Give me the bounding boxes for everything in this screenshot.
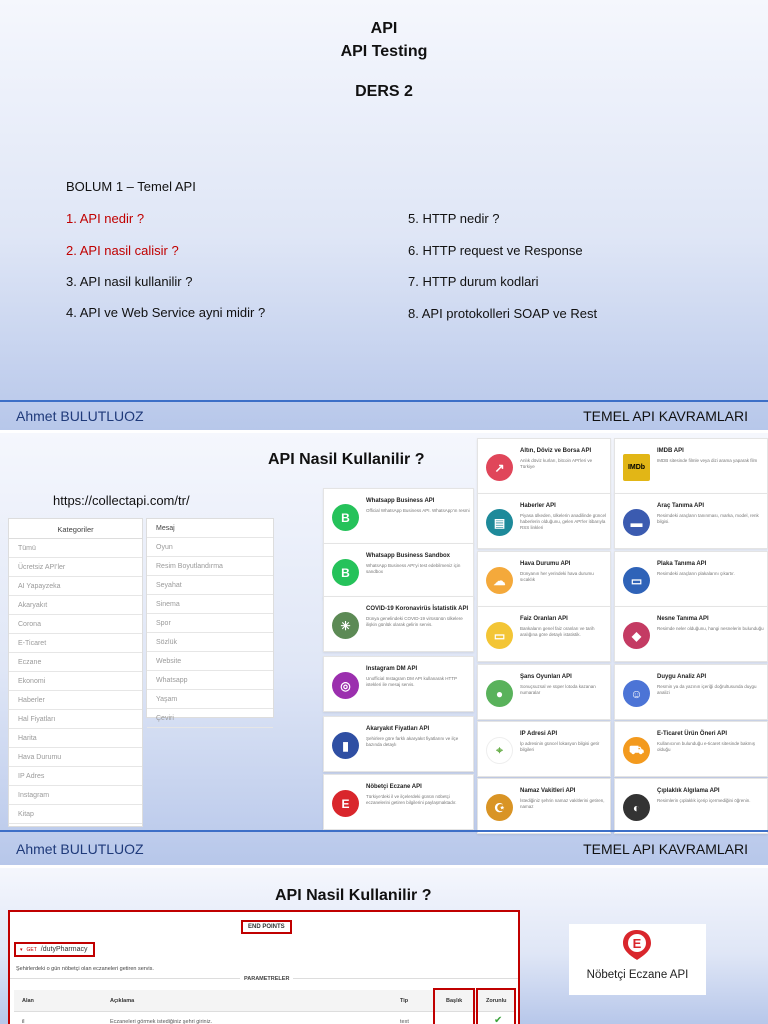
prayer-icon: ☪ (486, 794, 513, 821)
collectapi-url: https://collectapi.com/tr/ (53, 493, 190, 508)
api-card[interactable] (477, 721, 611, 777)
api-card-desc: Bankaların genel faiz oranları ve tarih aralığına göre detaylı istatistik. (520, 626, 595, 637)
car-icon: ▬ (623, 509, 650, 536)
col-zorunlu: Zorunlu (486, 998, 507, 1004)
endpoint-path: /dutyPharmacy (40, 946, 88, 953)
category-item[interactable]: Tümü (9, 539, 142, 558)
author-name: Ahmet BULUTLUOZ (16, 408, 144, 424)
pharmacy-logo-card (569, 924, 706, 995)
pharmacy-logo-text: Nöbetçi Eczane API (586, 969, 689, 981)
toc-item-5: 5. HTTP nedir ? (408, 211, 500, 226)
api-card-desc: İp adresinin güncel lokasyon bilgisi getir bilgileri (520, 741, 600, 752)
api-card-desc: Anlık döviz kurları, bitcoin API'leri ve Türkiye (520, 458, 593, 469)
api-card-title: Faiz Oranları API (520, 616, 568, 622)
slide-title: API (370, 20, 398, 37)
api-card[interactable] (477, 664, 611, 720)
category-item[interactable]: E-Ticaret (9, 634, 142, 653)
categories-panel (8, 518, 143, 827)
toc-item-6: 6. HTTP request ve Response (408, 243, 583, 258)
footer-divider (0, 400, 768, 402)
category-item[interactable]: Çeviri (147, 709, 273, 728)
section-heading: BOLUM 1 – Temel API (66, 179, 196, 194)
course-name: TEMEL API KAVRAMLARI (583, 408, 748, 424)
api-card-title: Whatsapp Business API (366, 498, 435, 504)
object-recognition-icon: ◆ (623, 622, 650, 649)
categories-panel-2 (146, 518, 274, 722)
api-card-title: Duygu Analiz API (657, 674, 707, 680)
category-item[interactable]: Yaşam (147, 690, 273, 709)
api-card-desc: Sonuçsuzsal ve süper lotoda kazanan numaralar (520, 684, 596, 695)
api-card-desc: IMDB sitesinde filmle veya dizi arama yaparak film (657, 458, 758, 463)
api-card-title: Haberler API (520, 503, 556, 509)
endpoint-description: Şehirlerdeki o gün nöbetçi olan eczaneleri getiren servis. (16, 966, 154, 972)
slide-subtitle: API Testing (340, 43, 428, 60)
api-card-title: Akaryakıt Fiyatları API (366, 726, 430, 732)
api-card-desc: Dünyanın her yerindeki hava durumu sıcaklık (520, 571, 594, 582)
api-card-title: Nesne Tanıma API (657, 616, 709, 622)
category-item[interactable]: AI Yapayzeka (9, 577, 142, 596)
api-card[interactable] (614, 438, 768, 494)
toc-item-1: 1. API nedir ? (66, 211, 145, 226)
course-name: TEMEL API KAVRAMLARI (583, 841, 748, 857)
category-item[interactable]: Harita (9, 729, 142, 748)
author-name: Ahmet BULUTLUOZ (16, 841, 144, 857)
lottery-icon: ● (486, 680, 513, 707)
chevron-down-icon: ▾ (20, 946, 23, 953)
instagram-icon: ◎ (332, 672, 359, 699)
pharmacy-icon: E (332, 790, 359, 817)
api-card-title: Çıplaklık Algılama API (657, 788, 720, 794)
api-card-title: Araç Tanıma API (657, 503, 705, 509)
api-card-desc: Kullanıcının bulunduğu e-ticaret sitesinde bakmış olduğu (657, 741, 756, 752)
endpoint-row[interactable] (14, 942, 95, 957)
api-card[interactable] (614, 721, 768, 777)
category-item[interactable]: Hava Durumu (9, 748, 142, 767)
category-item[interactable]: Mesaj (147, 519, 273, 538)
slide-1 (0, 0, 768, 430)
pharmacy-logo-icon (622, 929, 652, 961)
api-card-desc: Resimde neler olduğunu, hangi nesnelerin bulunduğu (657, 626, 764, 631)
api-card-title: IMDB API (657, 448, 684, 454)
api-card-desc: Unofficial Instagram DM API kullanarak HTTP istekleri ile mesaj servis. (366, 676, 457, 687)
weather-icon: ☁ (486, 567, 513, 594)
api-card[interactable] (323, 716, 474, 772)
category-item[interactable]: Kitap (9, 805, 142, 824)
category-item[interactable]: Spor (147, 614, 273, 633)
api-card-desc: Türkiye'deki il ve ilçelerdeki günün nöbetçi eczanelerini getiren bilgilerini paylaşmaktadır. (366, 794, 457, 805)
toc-item-2: 2. API nasil calisir ? (66, 243, 179, 258)
api-card-title: Şans Oyunları API (520, 674, 572, 680)
api-card-desc: Dünya genelindeki COVID-19 virüsünün ülkelere ilişkin günlük olarak gelirin servis. (366, 616, 463, 627)
footer-divider (0, 830, 768, 832)
api-card[interactable] (614, 778, 768, 834)
category-item[interactable]: Sözlük (147, 633, 273, 652)
toc-item-7: 7. HTTP durum kodlari (408, 274, 539, 289)
api-card[interactable] (323, 543, 474, 599)
shopping-cart-icon: ⛟ (623, 737, 650, 764)
category-item[interactable]: Whatsapp (147, 671, 273, 690)
slide-3 (0, 868, 768, 1024)
categories-header: Kategoriler (9, 519, 142, 539)
category-item[interactable]: Corona (9, 615, 142, 634)
api-card[interactable] (614, 664, 768, 720)
category-item[interactable]: IP Adres (9, 767, 142, 786)
imdb-icon: IMDb (623, 454, 650, 481)
whatsapp-business-icon: B (332, 504, 359, 531)
parameters-label: PARAMETRELER (240, 976, 293, 982)
whatsapp-sandbox-icon: B (332, 559, 359, 586)
virus-icon: ✳ (332, 612, 359, 639)
api-card-title: Namaz Vakitleri API (520, 788, 576, 794)
category-item[interactable]: Haberler (9, 691, 142, 710)
api-card[interactable] (477, 438, 611, 494)
check-icon: ✔ (494, 1015, 503, 1024)
api-card-title: E-Ticaret Ürün Öneri API (657, 731, 728, 737)
category-item[interactable]: Hal Fiyatları (9, 710, 142, 729)
api-card-desc: Piyasa ülkeden, ülkelerin anadilinde güncel haberlerin olduğunu, gelen API'ler itibarıyla RSS linkleri (520, 513, 607, 530)
lesson-label: DERS 2 (355, 83, 413, 100)
api-card-title: Plaka Tanıma API (657, 561, 707, 567)
category-item[interactable]: Website (147, 652, 273, 671)
slide-title: API Nasil Kullanilir ? (268, 451, 425, 468)
location-pin-icon: ⌖ (486, 737, 513, 764)
slide-title: API Nasil Kullanilir ? (275, 887, 432, 904)
license-plate-icon: ▭ (623, 567, 650, 594)
slide-2 (0, 433, 768, 865)
api-card[interactable] (323, 596, 474, 652)
api-card-desc: Official WhatsApp Business API. WhatsApp'ın resmi (366, 508, 470, 513)
api-card[interactable] (614, 493, 768, 549)
api-card-desc: WhatsApp Business API'yi test edebilmeniz için sandbox (366, 563, 461, 574)
category-item[interactable]: Oyun (147, 538, 273, 557)
api-card-title: COVID-19 Koronavirüs İstatistik API (366, 606, 469, 612)
api-card[interactable] (477, 493, 611, 549)
param-type: text (400, 1019, 409, 1024)
api-card-desc: Şehirlere göre farklı akaryakıt fiyatlarını ve ilçe bazında detaylı (366, 736, 459, 747)
api-card[interactable] (477, 551, 611, 607)
api-card[interactable] (614, 606, 768, 662)
api-card-desc: İstediğiniz şehrin namaz vakitlerini getiren, namaz (520, 798, 605, 809)
api-card[interactable] (323, 774, 474, 830)
category-item[interactable]: Seyahat (147, 576, 273, 595)
col-tip: Tip (400, 998, 409, 1004)
api-card-title: IP Adresi API (520, 731, 558, 737)
api-card-title: Hava Durumu API (520, 561, 571, 567)
api-card-title: Altın, Döviz ve Borsa API (520, 448, 592, 454)
toc-item-4: 4. API ve Web Service ayni midir ? (66, 305, 266, 320)
category-item[interactable]: Resim Boyutlandırma (147, 557, 273, 576)
endpoint-doc-panel (8, 910, 520, 1024)
table-row (14, 1014, 514, 1024)
nudity-detection-icon: ◐ (623, 794, 650, 821)
toc-item-3: 3. API nasil kullanilir ? (66, 274, 193, 289)
col-aciklama: Açıklama (110, 998, 135, 1004)
category-item[interactable]: Ekonomi (9, 672, 142, 691)
emotion-icon: ☺ (623, 680, 650, 707)
api-card-desc: Resmin ya da yazının içeriği doğrultusunda duygu analizi (657, 684, 757, 695)
api-card-title: Nöbetçi Eczane API (366, 784, 422, 790)
credit-card-icon: ▭ (486, 622, 513, 649)
api-card-desc: Resimlerin çıplaklık içerip içermediğini öğrenin. (657, 798, 751, 803)
news-icon: ▤ (486, 509, 513, 536)
endpoints-label: END POINTS (241, 920, 292, 934)
api-card[interactable] (323, 656, 474, 712)
param-desc: Eczaneleri görmek istediğiniz şehri giriniz. (110, 1019, 213, 1024)
category-item[interactable]: Instagram (9, 786, 142, 805)
svg-text:E: E (632, 936, 642, 951)
category-item[interactable]: Akaryakıt (9, 596, 142, 615)
col-alan: Alan (22, 998, 34, 1004)
api-card-title: Instagram DM API (366, 666, 418, 672)
api-card[interactable] (477, 606, 611, 662)
category-item[interactable]: Ücretsiz API'ler (9, 558, 142, 577)
api-card[interactable] (323, 488, 474, 544)
col-baslik: Başlık (446, 998, 463, 1004)
fuel-icon: ▮ (332, 732, 359, 759)
api-card-desc: Resimdeki araçların tanınması, marka, model, renk bilgisi. (657, 513, 759, 524)
category-item[interactable]: Sinema (147, 595, 273, 614)
category-item[interactable]: Eczane (9, 653, 142, 672)
api-card-title: Whatsapp Business Sandbox (366, 553, 451, 559)
param-name: il (22, 1019, 25, 1024)
api-card[interactable] (614, 551, 768, 607)
http-method: GET (26, 946, 37, 953)
api-card[interactable] (477, 778, 611, 834)
chart-up-icon: ↗ (486, 454, 513, 481)
api-card-desc: Resimdeki araçların plakalarını çıkartır. (657, 571, 735, 576)
toc-item-8: 8. API protokolleri SOAP ve Rest (408, 306, 598, 321)
